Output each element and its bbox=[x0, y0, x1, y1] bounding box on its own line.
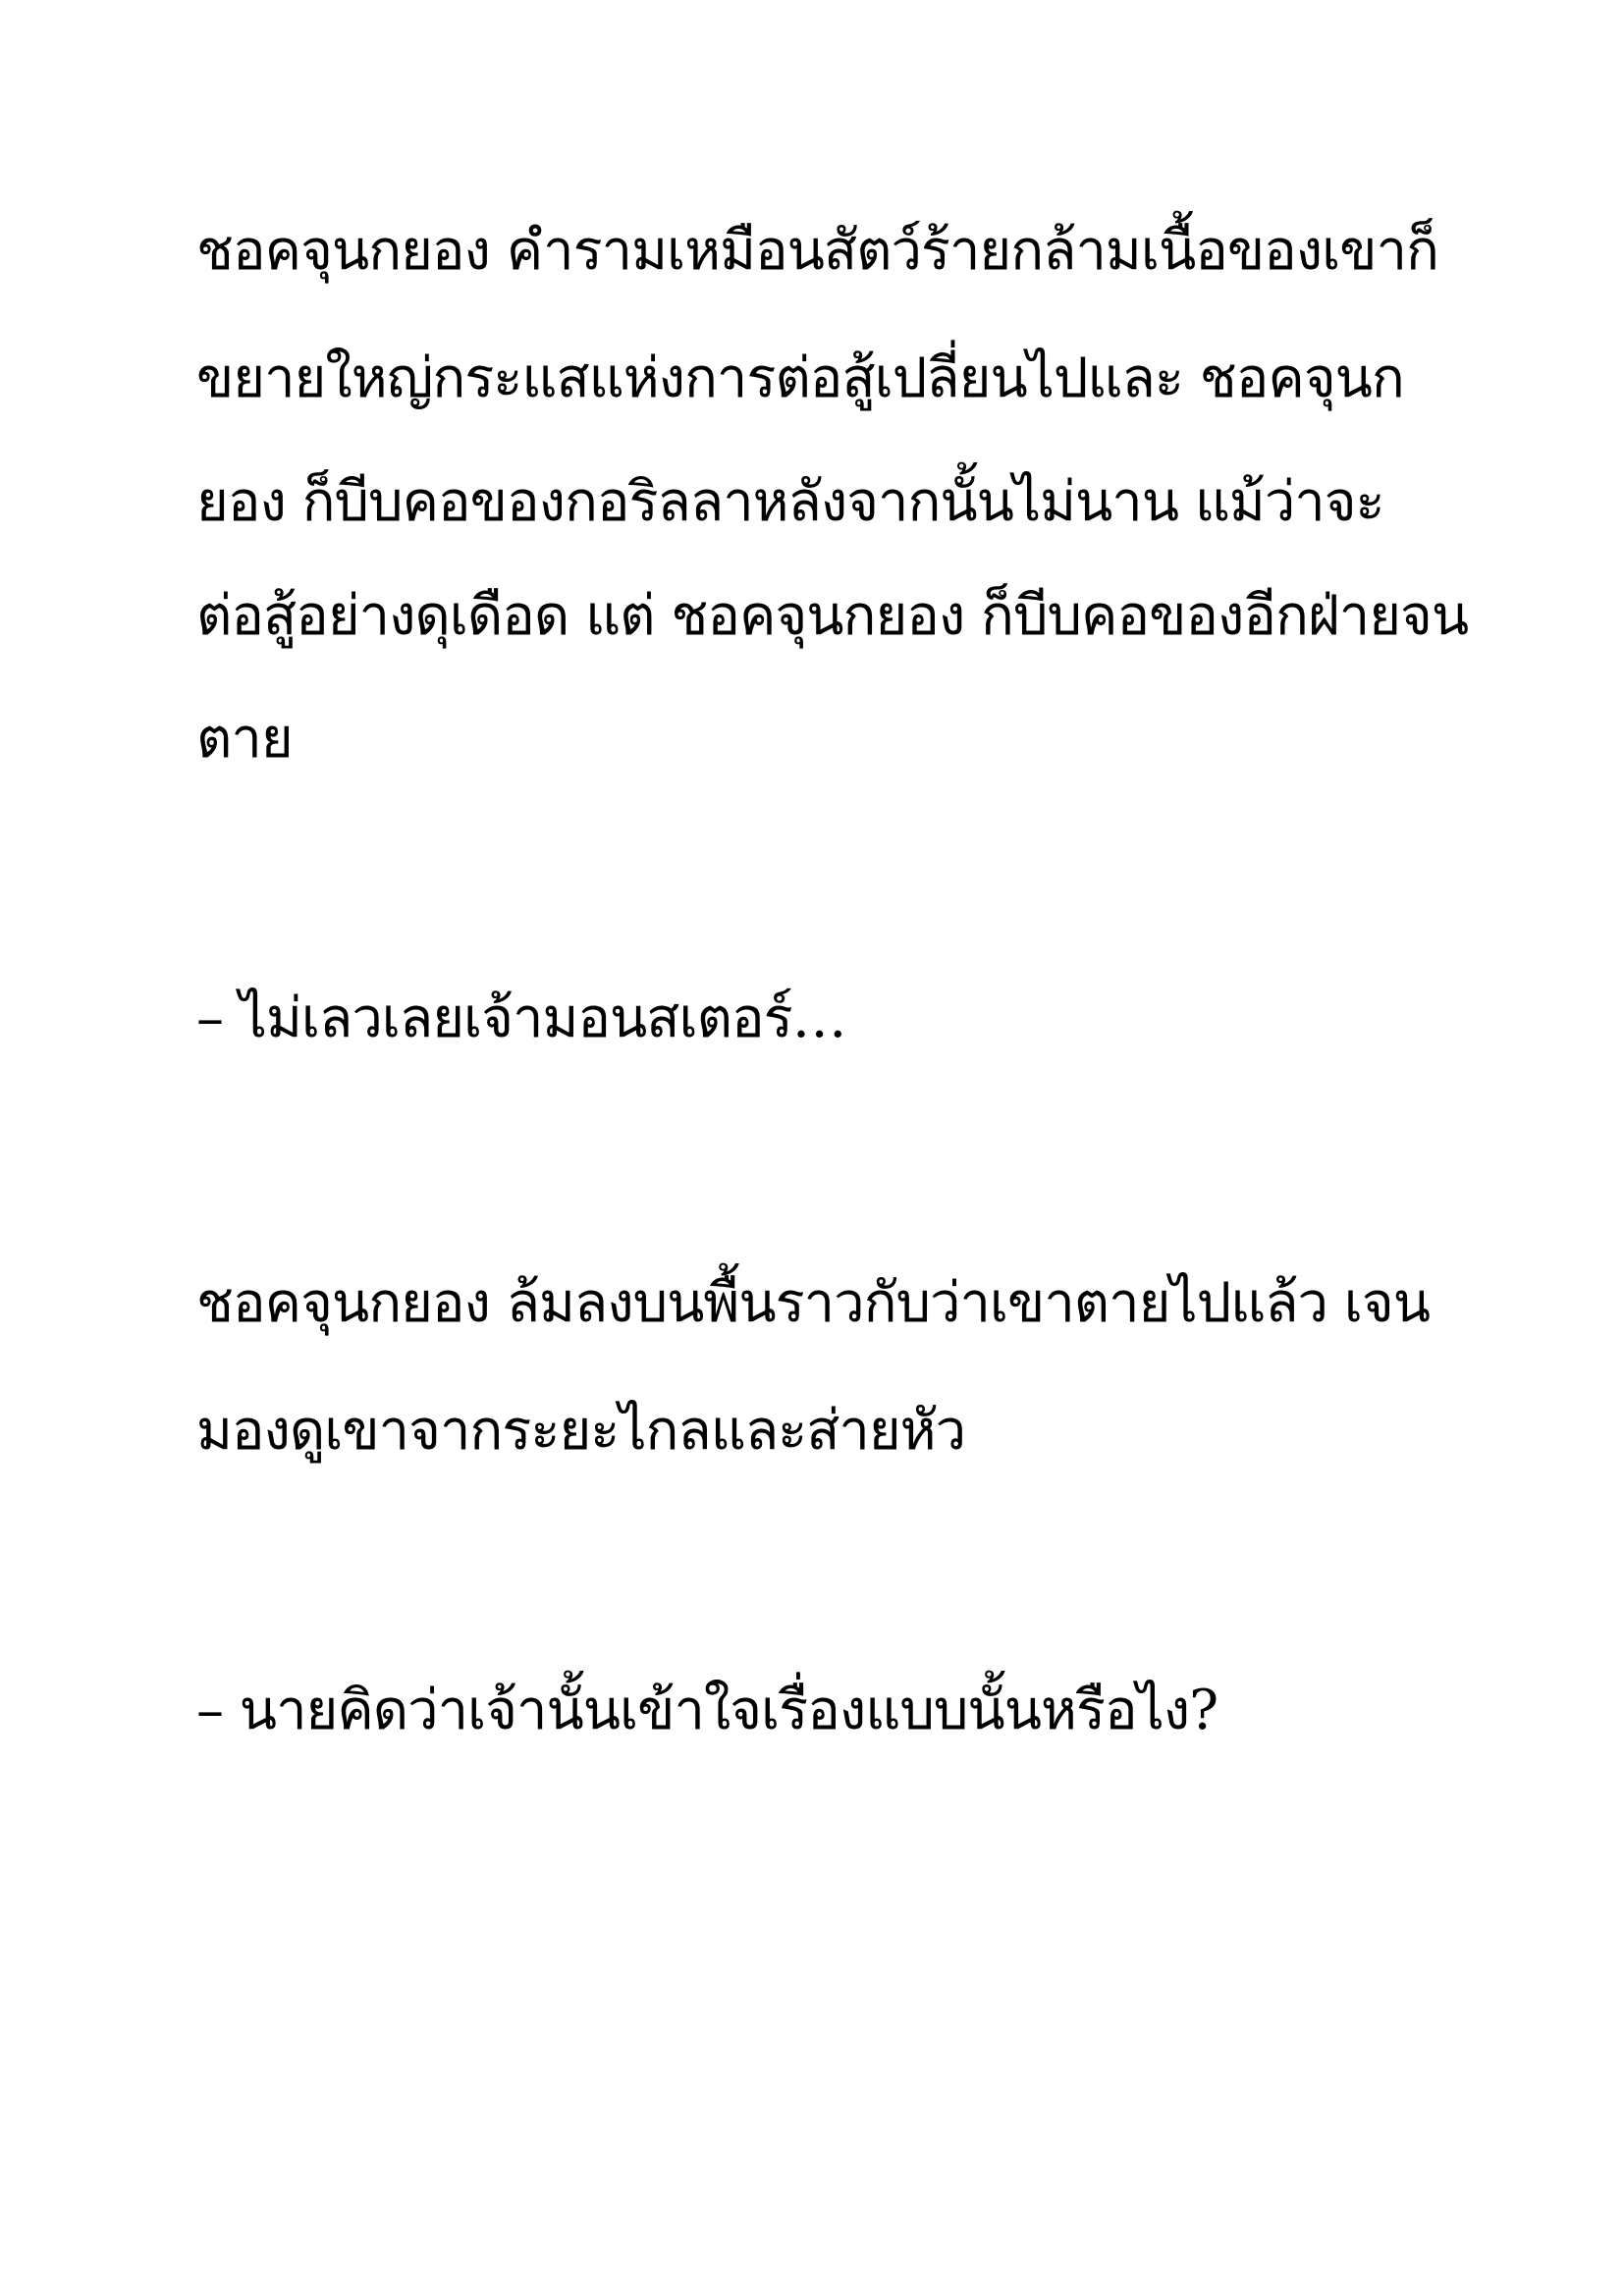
paragraph-1-line-4: ต่อสู้อย่างดุเดือด แต่ ชอคจุนกยอง ก็บีบคอของอีกฝ่ายจน bbox=[196, 584, 1469, 648]
paragraph-1-line-2: ขยายใหญ่กระแสแห่งการต่อสู้เปลี่ยนไปและ ชอคจุนก bbox=[196, 347, 1404, 410]
paragraph-1-line-5: ตาย bbox=[196, 707, 293, 771]
dialogue-2: – นายคิดว่าเจ้านั้นเข้าใจเรื่องแบบนั้นหรือไง? bbox=[196, 1679, 1218, 1742]
paragraph-1-line-3: ยอง ก็บีบคอของกอริลลาหลังจากนั้นไม่นาน แม้ว่าจะ bbox=[196, 470, 1384, 534]
paragraph-1-line-1: ชอคจุนกยอง คำรามเหมือนสัตว์ร้ายกล้ามเนื้อของเขาก็ bbox=[196, 219, 1438, 283]
paragraph-2-line-1: ชอคจุนกยอง ล้มลงบนพื้นราวกับว่าเขาตายไปแล้ว เจน bbox=[196, 1271, 1431, 1335]
dialogue-1: – ไม่เลวเลยเจ้ามอนสเตอร์… bbox=[196, 987, 846, 1050]
paragraph-2-line-2: มองดูเขาจากระยะไกลและส่ายหัว bbox=[196, 1399, 966, 1463]
